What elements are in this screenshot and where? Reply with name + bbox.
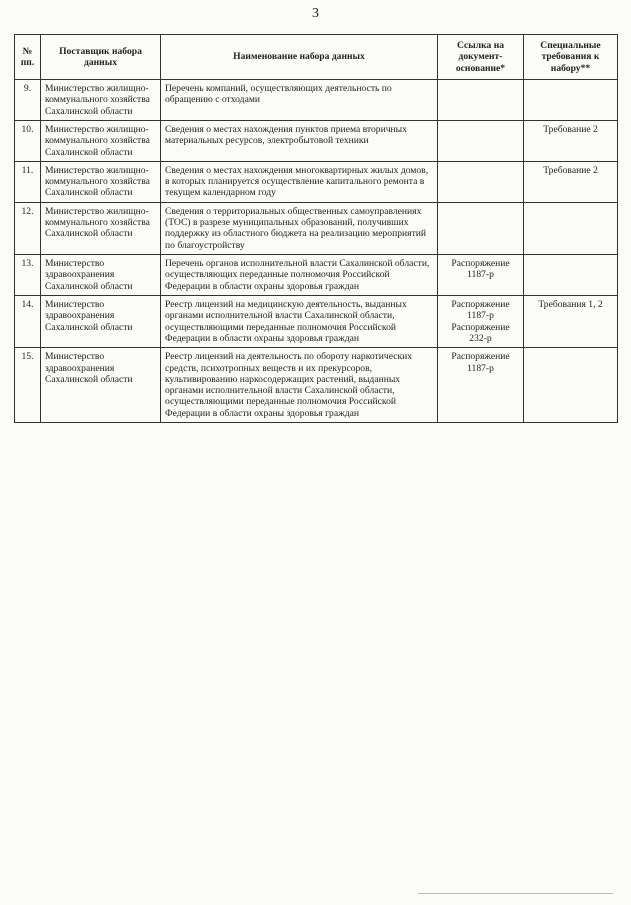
row-reference [438, 79, 524, 120]
row-supplier: Министерство здравоохранения Сахалинской области [41, 255, 161, 296]
row-dataset-name: Сведения о местах нахождения многоквартирных жилых домов, в которых планируется осуществление капитального ремонта в текущем календарном году [161, 161, 438, 202]
row-reference [438, 202, 524, 254]
row-dataset-name: Реестр лицензий на медицинскую деятельность, выданных органами исполнительной власти Сахалинской области, осуществляющими переданные полномочия Российской Федерации в области охраны здоровья граждан [161, 295, 438, 347]
row-requirements [524, 348, 618, 423]
row-supplier: Министерство здравоохранения Сахалинской области [41, 295, 161, 347]
row-requirements [524, 202, 618, 254]
row-reference: Распоряжение 1187-р Распоряжение 232-р [438, 295, 524, 347]
row-num: 9. [15, 79, 41, 120]
row-reference [438, 161, 524, 202]
row-requirements [524, 255, 618, 296]
row-num: 14. [15, 295, 41, 347]
row-reference: Распоряжение 1187-р [438, 255, 524, 296]
row-requirements: Требование 2 [524, 161, 618, 202]
table-row [15, 295, 618, 347]
row-num: 15. [15, 348, 41, 423]
row-num: 11. [15, 161, 41, 202]
table-body [15, 79, 618, 422]
header-row [15, 35, 618, 80]
table-row [15, 255, 618, 296]
row-num: 10. [15, 120, 41, 161]
row-reference [438, 120, 524, 161]
row-supplier: Министерство жилищно-коммунального хозяйства Сахалинской области [41, 161, 161, 202]
row-supplier: Министерство жилищно-коммунального хозяйства Сахалинской области [41, 202, 161, 254]
header-supplier: Поставщик набора данных [41, 35, 161, 80]
header-name: Наименование набора данных [161, 35, 438, 80]
row-num: 12. [15, 202, 41, 254]
header-reference: Ссылка на документ-основание* [438, 35, 524, 80]
row-num: 13. [15, 255, 41, 296]
table-row [15, 79, 618, 120]
row-requirements [524, 79, 618, 120]
table-row [15, 348, 618, 423]
row-supplier: Министерство жилищно-коммунального хозяйства Сахалинской области [41, 79, 161, 120]
header-requirements: Специальные требования к набору** [524, 35, 618, 80]
header-num: № пп. [15, 35, 41, 80]
table-row [15, 202, 618, 254]
row-requirements: Требования 1, 2 [524, 295, 618, 347]
page-number: 3 [312, 6, 319, 21]
row-dataset-name: Реестр лицензий на деятельность по обороту наркотических средств, психотропных веществ и их прекурсоров, культивированию наркосодержащих растений, выданных органами исполнительной власти Сахалинской области, осуществляющими переданные полномочия Российской Федерации в области охраны здоровья граждан [161, 348, 438, 423]
scan-artifact-line [418, 893, 613, 894]
row-dataset-name: Сведения о территориальных общественных самоуправлениях (ТОС) в разрезе муниципальных образований, получивших поддержку из областного бюджета на реализацию мероприятий по благоустройству [161, 202, 438, 254]
row-reference: Распоряжение 1187-р [438, 348, 524, 423]
row-dataset-name: Перечень органов исполнительной власти Сахалинской области, осуществляющих переданные полномочия Российской Федерации в области охраны здоровья граждан [161, 255, 438, 296]
row-supplier: Министерство жилищно-коммунального хозяйства Сахалинской области [41, 120, 161, 161]
table-row [15, 120, 618, 161]
table-row [15, 161, 618, 202]
datasets-table [14, 34, 618, 423]
table-header [15, 35, 618, 80]
row-dataset-name: Сведения о местах нахождения пунктов приема вторичных материальных ресурсов, электробытовой техники [161, 120, 438, 161]
row-dataset-name: Перечень компаний, осуществляющих деятельность по обращению с отходами [161, 79, 438, 120]
row-requirements: Требование 2 [524, 120, 618, 161]
row-supplier: Министерство здравоохранения Сахалинской области [41, 348, 161, 423]
